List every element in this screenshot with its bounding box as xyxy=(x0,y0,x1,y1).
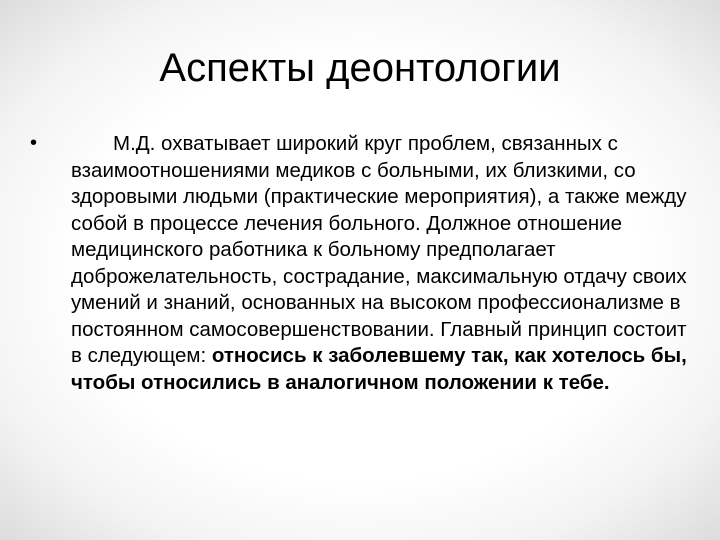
bullet-text-regular: М.Д. охватывает широкий круг проблем, связанных с взаимоотношениями медиков с больными, их близкими, со здоровыми людьми (практические мероприятия), а также между собой в процессе лечения больного. Должное отношение медицинского работника к больному предполагает доброжелательность, сострадание, максимальную отдачу своих умений и знаний, основанных на высоком профессионализме в постоянном самосовершенствовании. Главный принцип состоит в следующем: xyxy=(71,132,687,367)
bullet-text-bold: относись к заболевшему так, как хотелось бы, чтобы относились в аналогичном положении к тебе. xyxy=(71,344,687,394)
slide-title: Аспекты деонтологии xyxy=(159,46,561,90)
bullet-point: • xyxy=(30,132,38,154)
bullet-text xyxy=(71,131,689,396)
